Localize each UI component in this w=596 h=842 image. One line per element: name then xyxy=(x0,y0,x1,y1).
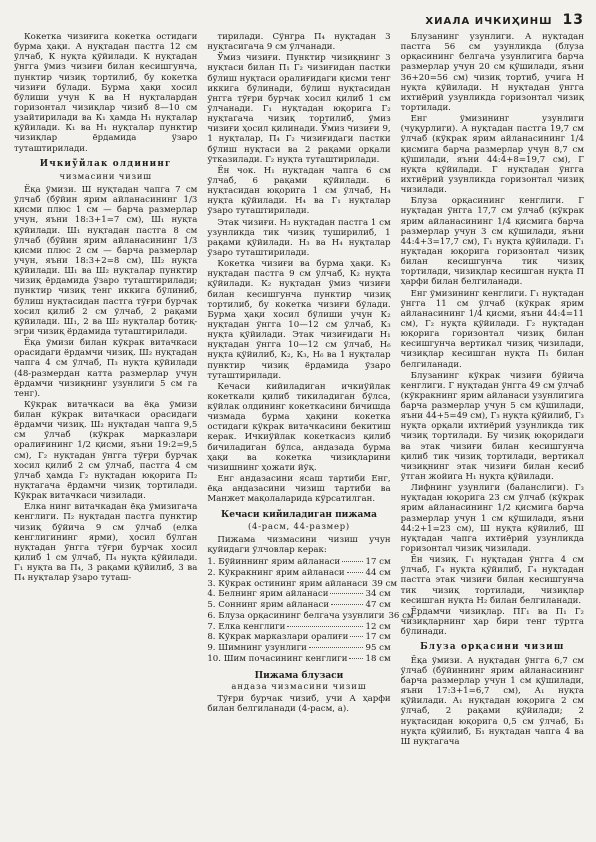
paragraph: Пижама чизмасини чизиш учун қуйидаги ўлчовлар керак: xyxy=(207,534,391,556)
column-3 xyxy=(401,32,584,832)
column-2 xyxy=(207,32,414,832)
measurement-label: 2. Кўкракнинг ярим айланаси xyxy=(207,568,345,578)
measurement-label: 3. Кўкрак остининг ярим айланаси xyxy=(207,578,368,589)
page-header xyxy=(14,12,584,32)
leader-dots xyxy=(309,647,364,648)
figure-reference: (4-расм, 44-размер) xyxy=(247,521,350,532)
measurement-value: 95 см xyxy=(365,643,391,654)
paragraph: Кечаси кийиладиган ичкиўйлак кокеткали қилиб тикиладиган бўлса, кўйлак олдининг кокеткасини бичишда чизмада бурма ҳақини кокетка остидаги кўкрак витачкасини бекитиш керак. Ичкиўйлак кокеткасиз қилиб бичиладиган бўлса, андазада бурма ҳақи ва кокетка чизиқларини чизишнинг ҳожати йўқ. xyxy=(207,381,391,473)
text-columns xyxy=(14,32,584,832)
measurement-value: 39 см xyxy=(371,578,398,589)
measurement-label: 6. Блуза орқасининг белгача узунлиги xyxy=(207,610,385,621)
leader-dots xyxy=(350,636,363,637)
page-number: 13 xyxy=(562,12,584,28)
leader-dots xyxy=(331,604,363,605)
paragraph: Енг ўмизининг кенглиги. Г₁ нуқтадан ўнгга 11 см ўлчаб (кўкрак ярим айланасининг 1/4 қисми, яъни 44:4=11 см), Г₂ нуқта қўйилади. Г₂ нуқтадан юқорига горизонтал чизиқ билан кесишгунча вертикал чизиқ чизилади, чизиқлар кесишган нуқта П₁ билан белгиланади. xyxy=(400,288,584,370)
measurement-item xyxy=(207,557,390,568)
paragraph: Ёқа ўмизи. А нуқтадан ўнгга 6,7 см ўлчаб (бўйиннинг ярим айланасининг барча размерлар учун 1 см қўшилади, яъни 17:3+1=6,7 см), А₁ нуқта қўйилади. А₁ нуқтадан юқорига 2 см ўлчаб, 2 рақами қўйилади; 2 нуқтасидан юқорига 0,5 см ўлчаб, Б₁ нуқта қўйилиб, Б₁ нуқтадан чапга 4 ва Ш нуқтагача xyxy=(400,655,584,747)
section-heading: Ичкиўйлак олдининг xyxy=(39,158,172,169)
measurement-item xyxy=(207,654,390,665)
measurement-value: 17 см xyxy=(365,557,391,568)
measurement-item xyxy=(207,643,390,654)
leader-dots xyxy=(330,593,363,594)
paragraph: Елка нинг витачкадан ёқа ўмизигача кенглиги. П₂ нуқтадан пастга пунктир чизиқ бўйича 9 см ўлчаб (елка кенглигининг ярми), ҳосил бўлган нуқтадан ўнгга тўғри бурчак хосил қилиб 1 см ўлчаб, П₄ нуқта қўйилади. Г₁ нуқта ва П₄, 3 рақами қўйилиб, 3 ва П₄ нуқталар ўзаро туташ- xyxy=(14,502,198,584)
section-heading: Блуза орқасини чизиш xyxy=(420,642,565,653)
paragraph: Ўмиз чизиғи. Пунктир чизиқнинг 3 нуқтаси билан П₁ Г₂ чизиғидан пастки бўлиш нуқтаси оралиғидаги қисми тенг иккига бўлинади, бўлиш нуқтасидан ўнгга тўғри бурчак хосил қилиб 1 см ўлчанади. Г₁ нуқтадан юқорига Г₂ нуқтагача чизиқ тортилиб, ўмиз чизиғи ҳосил қилинади. Ўмиз чизиғи 9, 1 нуқталар, П₄ Г₂ чизиғидаги пастки бўлиш нуқтаси ва 2 рақами орқали ўтказилади. Г₂ нуқта туташтирилади. xyxy=(207,53,391,165)
paragraph: Кокетка чизиғига кокетка остидаги бурма ҳақи. А нуқтадан пастга 12 см ўлчаб, К нуқта қўйилади. К нуқтадан ўнгга ўмиз чизиғи билан кесишгунча, пунктир чизиқ тортилиб, бу кокетка чизиғи бўлади. Бурма ҳақи хосил бўлиши учун К ва Н нуқталардан горизонтал чизиқлар чизиб 8—10 см узайтирилади ва К₁ ҳамда Н₁ нуқталар қўйилади. К₁ ва Н₁ нуқталар пунктир чизиқлар ёрдамида ўзаро туташтирилади. xyxy=(14,32,198,154)
measurement-label: 9. Шимнинг узунлиги xyxy=(207,643,307,654)
measurement-value: 34 см xyxy=(365,589,391,600)
measurement-item xyxy=(207,578,398,590)
leader-dots xyxy=(347,572,364,573)
paragraph: Блузанинг узунлиги. А нуқтадан пастга 56 см узунликда (блуза орқасининг белгача узунлигига барча размерлар учун 20 см қўшилади, яъни 36+20=56 см) чизиқ тортиб, учига Н нуқта қўйилади. Н нуқтадан ўнгга ихтиёрий узунликда горизонтал чизиқ тортилади. xyxy=(400,32,584,113)
section-heading: Кечаси кийиладиган пижама xyxy=(221,510,377,521)
measurement-label: 8. Кўкрак марказлари оралиғи xyxy=(207,632,349,643)
measurement-value: 12 см xyxy=(365,621,391,632)
section-subheading: чизмасини чизиш xyxy=(59,171,152,182)
section-heading: Пижама блузаси xyxy=(254,670,344,681)
paragraph: тирилади. Сўнгра П₄ нуқтадан 3 нуқтасигача 9 см ўлчанади. xyxy=(207,32,391,53)
column-1 xyxy=(14,32,197,832)
leader-dots xyxy=(349,658,363,659)
paragraph: Ёқа ўмизи. Ш нуқтадан чапга 7 см ўлчаб (бўйин ярим айланасининг 1/3 қисми плюс 1 см — барча размерлар учун, яъни 18:3+1=7 см), Ш₁ нуқта қўйилади. Ш₁ нуқтадан пастга 8 см ўлчаб (бўйин ярим айланасининг 1/3 қисми плюс 2 см — барча размерлар учун, яъни 18:3+2=8 см), Ш₂ нуқта қўйилади. Ш₁ ва Ш₂ нуқталар пунктир чизиқ ёрдамида ўзаро туташтирилади; пунктир чизиқ тенг иккига бўлиниб, бўлиш нуқтасидан пастга тўғри бурчак хосил қилиб 2 см ўлчаб, 2 рақами қўйилади. Ш₁, 2 ва Ш₂ нуқталар ботиқ-эгри чизиқ ёрдамида туташтирилади. xyxy=(14,184,198,337)
section-subheading: андаза чизмасини чизиш xyxy=(231,681,367,692)
measurement-item xyxy=(207,600,390,611)
measurement-value: 44 см xyxy=(365,568,391,578)
paragraph: Ёқа ўмизи билан кўкрак витачкаси орасидаги ёрдамчи чизиқ. Ш₂ нуқтадан чапга 4 см ўлчаб, П₃ нуқта қўйилади (48-размердан катта размерлар учун ёрдамчи чизиқнинг узунлиги 5 см га тенг). xyxy=(14,338,198,399)
measurement-item xyxy=(207,610,414,622)
paragraph: Лифнинг узунлиги (баланслиги). Г₃ нуқтадан юқорига 23 см ўлчаб (кўкрак ярим айланасининг 1/2 қисмига барча размерлар учун 1 см қўшилади, яъни 44:2+1=23 см), Ш нуқта қўйилиб, Ш нуқтадан чапга ихтиёрий узунликда горизонтал чизиқ чизилади. xyxy=(400,483,584,555)
paragraph: Ёрдамчи чизиқлар. ПГ₁ ва П₁ Г₂ чизиқларнинг ҳар бири тенг тўртга бўлинади. xyxy=(400,606,584,638)
leader-dots xyxy=(342,561,363,562)
paragraph: Блуза орқасининг кенглиги. Г нуқтадан ўнгга 17,7 см ўлчаб (кўкрак ярим айланасининг 1/4 қисмига барча размерлар учун 3 см қўшилади, яъни 44:4+3=17,7 см), Г₁ нуқта қўйилади. Г₁ нуқтадан юқорига горизонтал чизиқ билан кесишгунча тик чизиқ тортилади, чизиқлар кесишган нуқта П ҳарфи билан белгиланади. xyxy=(400,196,584,288)
leader-dots xyxy=(287,626,363,627)
measurement-item xyxy=(207,589,390,600)
paragraph: Ён чок. Н₁ нуқтадан чапга 6 см ўлчаб, 6 рақами қўйилади. 6 нуқтасидан юқорига 1 см ўлчаб, Н₄ нуқта қўйилади. Н₄ ва Г₁ нуқталар ўзаро туташтирилади. xyxy=(207,165,391,217)
paragraph: Кўкрак витачкаси ва ёқа ўмизи билан кўкрак витачкаси орасидаги ёрдамчи чизиқ. Ш₂ нуқтадан чапга 9,5 см ўлчаб (кўкрак марказлари оралиғининг 1/2 қисми, яъни 19:2=9,5 см), Г₂ нуқтадан ўнгга тўғри бурчак хосил қилиб 2 см ўлчаб, пастга 4 см ўлчаб ҳамда Г₂ нуқтадан юқорига П₂ нуқтагача ёрдамчи чизиқ тортилади. Кўкрак витачкаси чизилади. xyxy=(14,399,198,502)
paragraph: Кокетка чизиғи ва бурма ҳақи. К₃ нуқтадан пастга 9 см ўлчаб, К₂ нуқта қўйилади. К₂ нуқтадан ўмиз чизиғи билан кесишгунча пунктир чизиқ тортилиб, бу кокетка чизиғи бўлади. Бурма ҳақи хосил бўлиши учун К₂ нуқтадан ўнгга 10—12 см ўлчаб, К₃ нуқта қўйилади. Этак чизиғидаги Н₁ нуқтадан ўнгга 10—12 см ўлчаб, Н₆ нуқта қўйилиб, К₂, К₃, Н₆ ва 1 нуқталар пунктир чизиқ ёрдамида ўзаро туташтирилади. xyxy=(207,259,391,381)
measurement-label: 7. Елка кенглиги xyxy=(207,621,286,632)
paragraph: Тўғри бурчак чизиб, учи А ҳарфи билан белгиланади (4-расм, а). xyxy=(207,694,391,715)
measurement-label: 10. Шим почасининг кенглиги xyxy=(207,653,348,664)
paragraph: Енг андазасини ясаш тартиби Енг, ёқа андазасини чизиш тартиби ва Манжет мақолаларида кўрсатилган. xyxy=(207,474,391,505)
measurement-label: 4. Белнинг ярим айланаси xyxy=(207,589,329,600)
paragraph: Ён чизиқ. Г₁ нуқтадан ўнгга 4 см ўлчаб, Г₄ нуқта қўйилиб, Г₄ нуқтадан пастга этак чизиғи билан кесишгунча тик чизиқ тортилади, чизиқлар кесишган нуқта Н₂ билан белгиланади. xyxy=(400,555,584,606)
measurement-list xyxy=(207,557,414,664)
paragraph: Блузанинг кўкрак чизиғи бўйича кенглиги. Г нуқтадан ўнгга 49 см ўлчаб (кўкракнинг ярим айланаси узунлигига барча размерлар учун 5 см қўшилади, яъни 44+5=49 см), Г₃ нуқта қўйилиб, Г₃ нуқта орқали ихтиёрий узунликда тик чизиқ тортилади. Бу чизиқ юқоридаги ва этак чизиғи билан кесишгунча қилиб тик чизиқ тортилади, вертикал чизиқнинг этак чизиғи билан кесиб ўтган жойига Н₁ нуқта қўйилади. xyxy=(400,370,584,483)
measurement-value: 18 см xyxy=(365,653,391,664)
measurement-item xyxy=(207,622,390,633)
paragraph: Енг ўмизининг узунлиги (чуқурлиги). А нуқтадан пастга 19,7 см ўлчаб (кўкрак ярим айланасининг 1/4 қисмига барча размерлар учун 8,7 см қўшилади, яъни 44:4+8=19,7 см), Г нуқта қўйилади. Г нуқтадан ўнгга ихтиёрий узунликда горизонтал чизиқ чизилади. xyxy=(400,114,584,196)
paragraph: Этак чизиғи. Н₃ нуқтадан пастга 1 см узунликда тик чизиқ туширилиб, 1 рақами қўйилади. Н₃ ва Н₄ нуқталар ўзаро туташтирилади. xyxy=(207,217,391,258)
measurement-value: 36 см xyxy=(388,610,414,621)
measurement-label: 1. Бўйиннинг ярим айланаси xyxy=(207,557,341,568)
measurement-value: 47 см xyxy=(365,600,391,611)
measurement-item xyxy=(207,568,390,579)
measurement-item xyxy=(207,632,390,643)
running-title: ХИАЛА ИЧКИҲИНШ xyxy=(425,16,553,27)
measurement-label: 5. Соннинг ярим айланаси xyxy=(207,600,330,611)
measurement-value: 17 см xyxy=(365,632,391,643)
